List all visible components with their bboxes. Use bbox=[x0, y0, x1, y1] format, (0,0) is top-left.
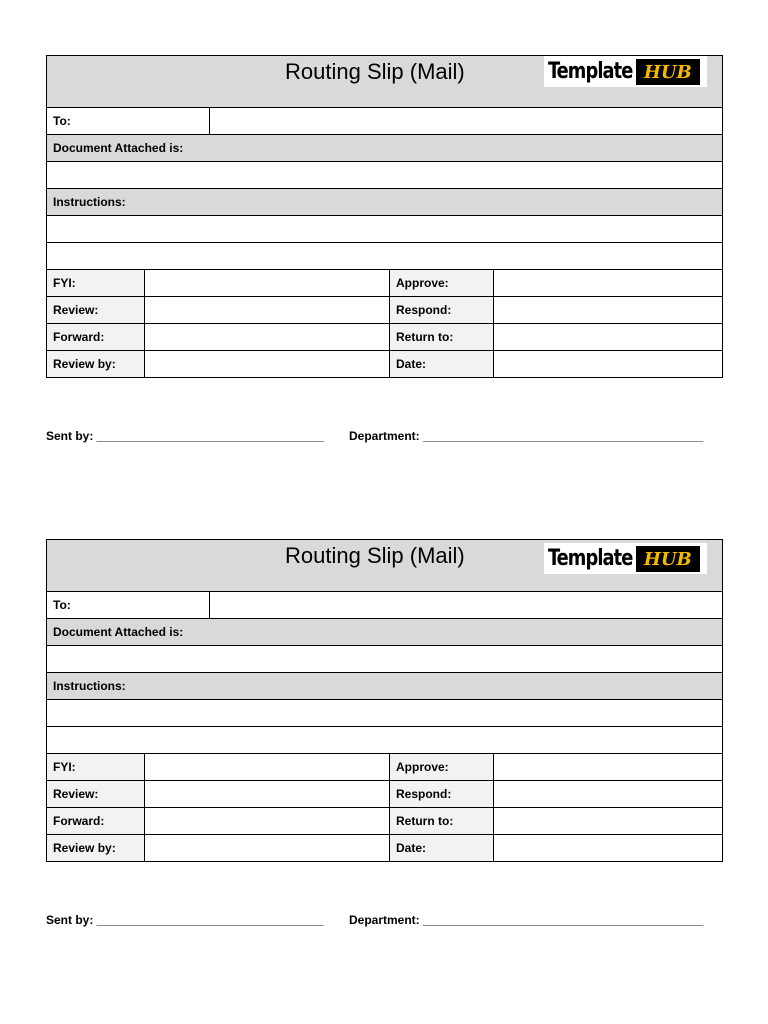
review-label: Review: bbox=[47, 297, 145, 324]
logo-badge: HUB bbox=[636, 546, 700, 572]
review-field[interactable] bbox=[145, 781, 390, 808]
forward-field[interactable] bbox=[145, 324, 390, 351]
approve-field[interactable] bbox=[494, 270, 723, 297]
routing-slip-1 bbox=[46, 55, 722, 443]
approve-label: Approve: bbox=[390, 270, 494, 297]
return-to-label: Return to: bbox=[390, 324, 494, 351]
document-attached-label: Document Attached is: bbox=[47, 135, 723, 162]
return-to-field[interactable] bbox=[494, 808, 723, 835]
document-attached-field[interactable] bbox=[47, 646, 723, 673]
to-field[interactable] bbox=[210, 592, 723, 619]
fyi-label: FYI: bbox=[47, 270, 145, 297]
review-by-label: Review by: bbox=[47, 835, 145, 862]
respond-label: Respond: bbox=[390, 781, 494, 808]
respond-label: Respond: bbox=[390, 297, 494, 324]
page-title: Routing Slip (Mail) bbox=[285, 59, 465, 84]
fyi-field[interactable] bbox=[145, 754, 390, 781]
routing-slip-2 bbox=[46, 539, 722, 927]
sent-by-field[interactable]: Sent by: __________________________________ bbox=[46, 429, 324, 443]
fyi-field[interactable] bbox=[145, 270, 390, 297]
date-field[interactable] bbox=[494, 351, 723, 378]
department-field[interactable]: Department: __________________________________________ bbox=[349, 429, 704, 443]
instructions-label: Instructions: bbox=[47, 673, 723, 700]
review-by-field[interactable] bbox=[145, 351, 390, 378]
approve-field[interactable] bbox=[494, 754, 723, 781]
return-to-field[interactable] bbox=[494, 324, 723, 351]
document-attached-field[interactable] bbox=[47, 162, 723, 189]
document-attached-label: Document Attached is: bbox=[47, 619, 723, 646]
department-field[interactable]: Department: __________________________________________ bbox=[349, 913, 704, 927]
routing-slip-table bbox=[46, 55, 723, 378]
sent-by-line bbox=[46, 913, 746, 927]
review-by-field[interactable] bbox=[145, 835, 390, 862]
review-label: Review: bbox=[47, 781, 145, 808]
instructions-field-line-1[interactable] bbox=[47, 216, 723, 243]
to-field[interactable] bbox=[210, 108, 723, 135]
respond-field[interactable] bbox=[494, 297, 723, 324]
date-label: Date: bbox=[390, 835, 494, 862]
routing-slip-table bbox=[46, 539, 723, 862]
instructions-label: Instructions: bbox=[47, 189, 723, 216]
review-field[interactable] bbox=[145, 297, 390, 324]
date-label: Date: bbox=[390, 351, 494, 378]
logo-word: Template bbox=[548, 59, 633, 84]
instructions-field-line-2[interactable] bbox=[47, 243, 723, 270]
instructions-field-line-1[interactable] bbox=[47, 700, 723, 727]
sent-by-line bbox=[46, 429, 746, 443]
title-cell bbox=[47, 56, 723, 108]
logo-badge: HUB bbox=[636, 59, 700, 85]
review-by-label: Review by: bbox=[47, 351, 145, 378]
page-title: Routing Slip (Mail) bbox=[285, 543, 465, 568]
title-cell bbox=[47, 540, 723, 592]
respond-field[interactable] bbox=[494, 781, 723, 808]
template-hub-logo bbox=[544, 56, 707, 87]
template-hub-logo bbox=[544, 543, 707, 574]
logo-word: Template bbox=[548, 546, 633, 571]
return-to-label: Return to: bbox=[390, 808, 494, 835]
to-label: To: bbox=[47, 592, 210, 619]
fyi-label: FYI: bbox=[47, 754, 145, 781]
forward-label: Forward: bbox=[47, 324, 145, 351]
forward-label: Forward: bbox=[47, 808, 145, 835]
to-label: To: bbox=[47, 108, 210, 135]
approve-label: Approve: bbox=[390, 754, 494, 781]
forward-field[interactable] bbox=[145, 808, 390, 835]
instructions-field-line-2[interactable] bbox=[47, 727, 723, 754]
date-field[interactable] bbox=[494, 835, 723, 862]
sent-by-field[interactable]: Sent by: __________________________________ bbox=[46, 913, 324, 927]
